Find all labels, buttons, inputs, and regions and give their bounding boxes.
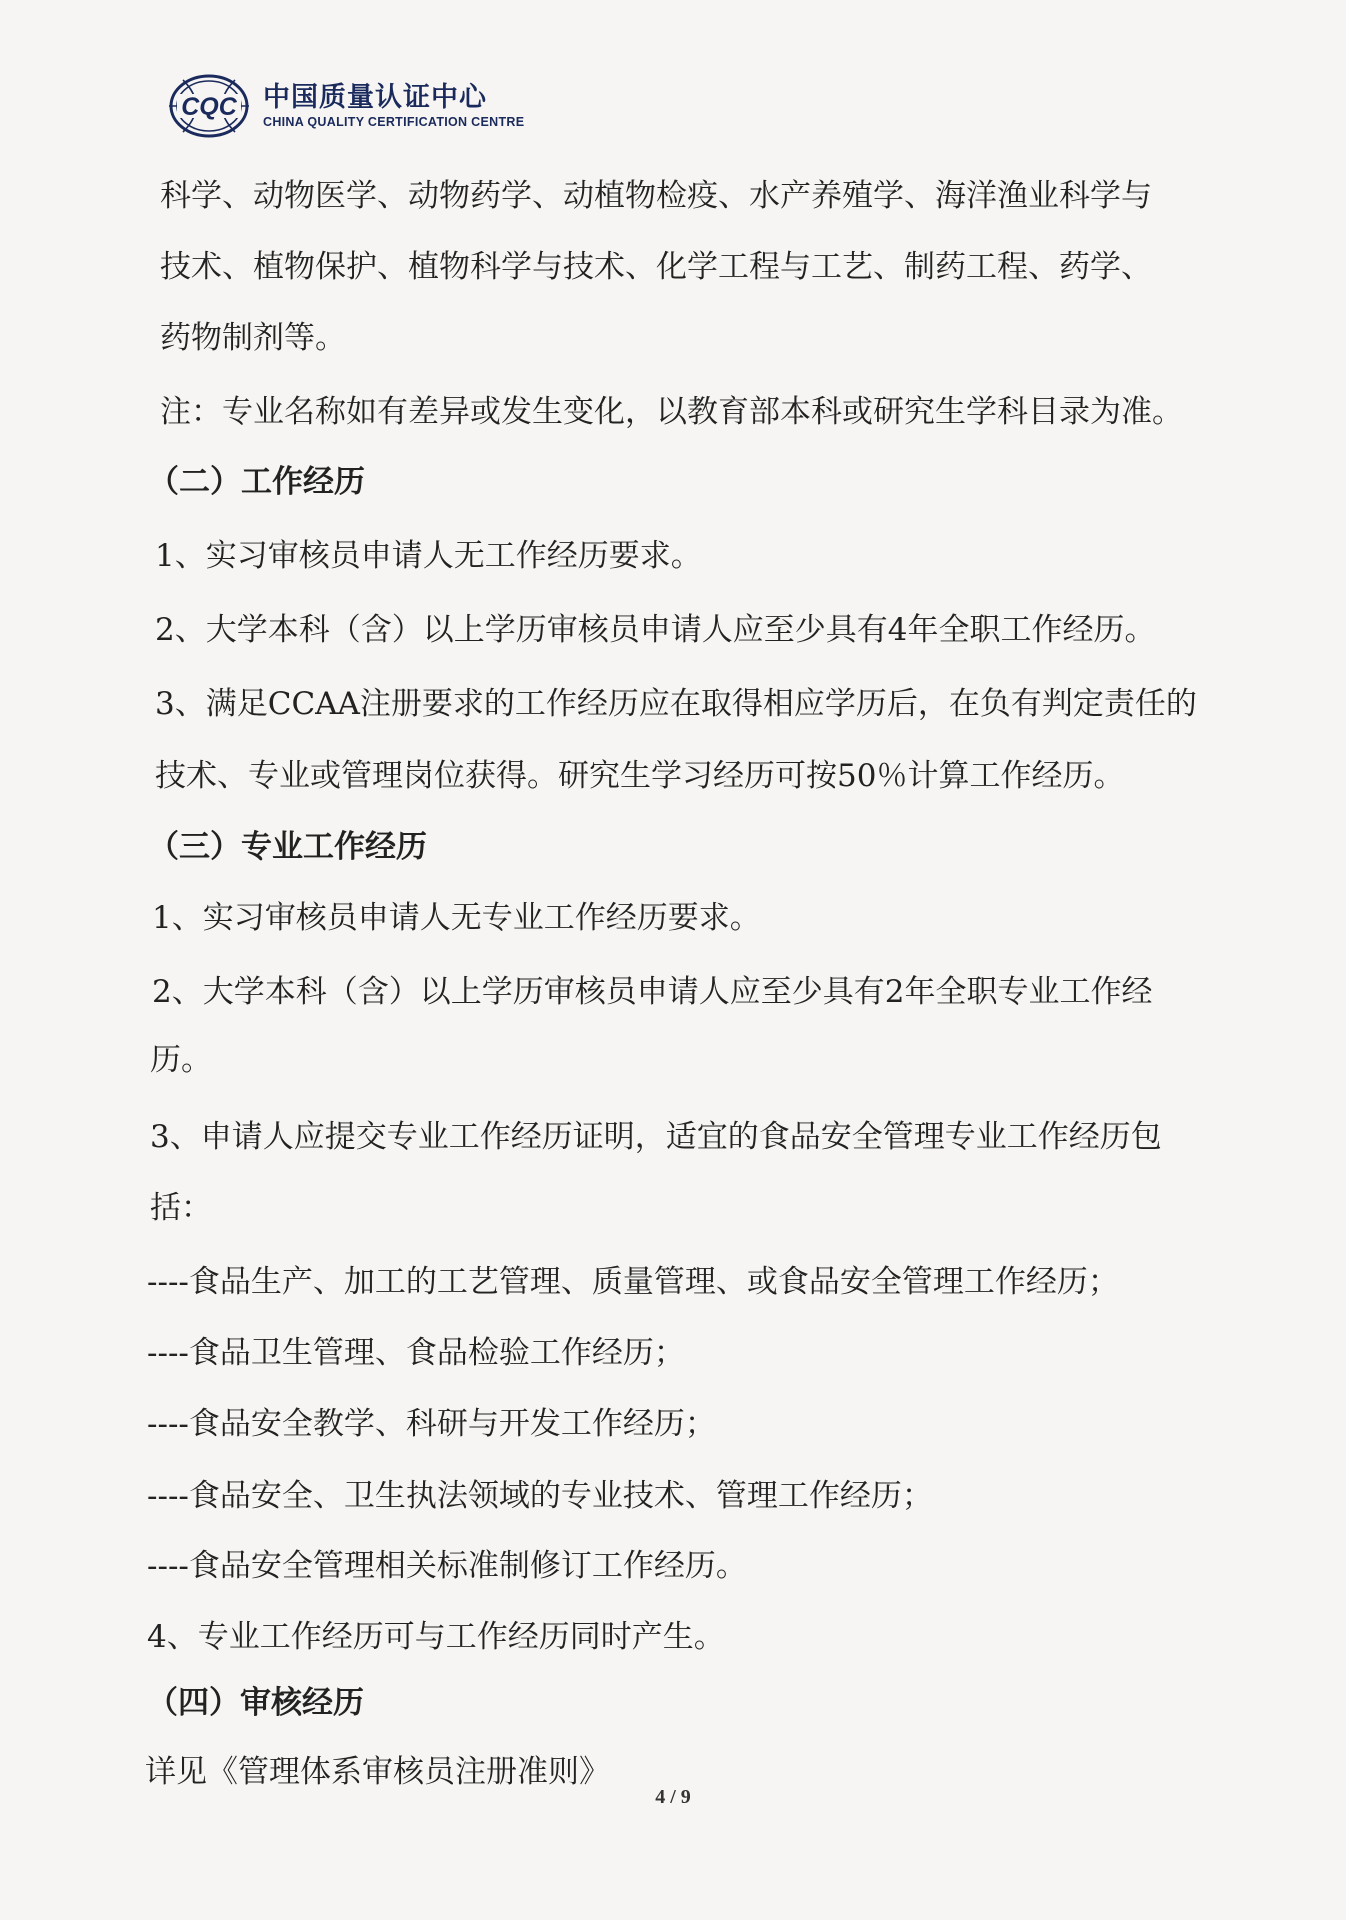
body-line: 4、专业工作经历可与工作经历同时产生。	[147, 1619, 725, 1655]
body-line: 3、满足CCAA注册要求的工作经历应在取得相应学历后，在负有判定责任的	[155, 686, 1197, 722]
body-line: 3、申请人应提交专业工作经历证明，适宜的食品安全管理专业工作经历包	[150, 1119, 1162, 1155]
list-item: ----食品安全管理相关标准制修订工作经历。	[147, 1548, 747, 1584]
section-heading-audit-experience: （四）审核经历	[147, 1685, 364, 1721]
organization-name-en: CHINA QUALITY CERTIFICATION CENTRE	[263, 115, 525, 129]
body-line: 历。	[150, 1042, 212, 1078]
body-line: 技术、专业或管理岗位获得。研究生学习经历可按50％计算工作经历。	[155, 758, 1125, 794]
svg-text:CQC: CQC	[181, 93, 237, 121]
body-line: 2、大学本科（含）以上学历审核员申请人应至少具有2年全职专业工作经	[152, 974, 1153, 1010]
section-heading-work-experience: （二）工作经历	[148, 464, 365, 500]
organization-name-cn: 中国质量认证中心	[263, 82, 487, 113]
body-line: 药物制剂等。	[160, 320, 346, 356]
list-item: ----食品生产、加工的工艺管理、质量管理、或食品安全管理工作经历；	[147, 1264, 1119, 1300]
cqc-logo-icon	[163, 70, 255, 142]
body-line: 2、大学本科（含）以上学历审核员申请人应至少具有4年全职工作经历。	[155, 612, 1156, 648]
body-line: 括：	[150, 1190, 212, 1226]
body-line: 技术、植物保护、植物科学与技术、化学工程与工艺、制药工程、药学、	[160, 249, 1152, 285]
note-line: 注：专业名称如有差异或发生变化，以教育部本科或研究生学科目录为准。	[160, 394, 1183, 430]
body-line: 科学、动物医学、动物药学、动植物检疫、水产养殖学、海洋渔业科学与	[160, 178, 1152, 214]
letterhead	[163, 70, 524, 142]
body-line: 1、实习审核员申请人无工作经历要求。	[155, 538, 702, 574]
reference-line: 详见《管理体系审核员注册准则》	[145, 1754, 610, 1790]
page-number: 4 / 9	[655, 1786, 691, 1808]
body-line: 1、实习审核员申请人无专业工作经历要求。	[152, 900, 761, 936]
section-heading-professional-experience: （三）专业工作经历	[148, 829, 427, 865]
list-item: ----食品安全、卫生执法领域的专业技术、管理工作经历；	[147, 1478, 933, 1514]
list-item: ----食品安全教学、科研与开发工作经历；	[147, 1406, 716, 1442]
organization-name	[263, 82, 524, 130]
list-item: ----食品卫生管理、食品检验工作经历；	[147, 1335, 685, 1371]
